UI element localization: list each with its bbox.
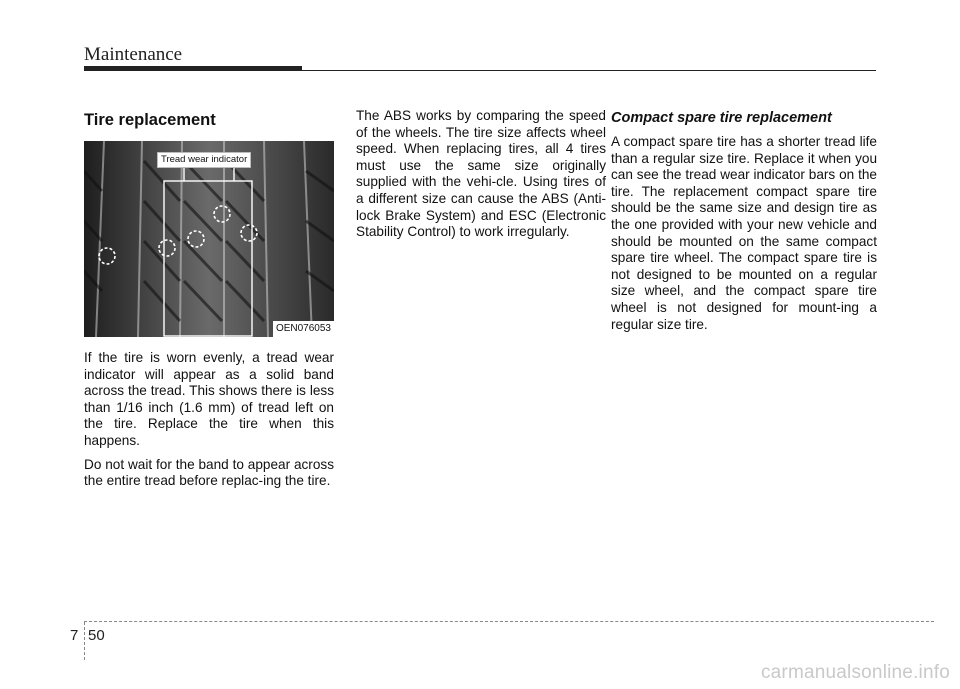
tire-tread-photo-icon: [84, 141, 334, 337]
tire-replacement-heading: Tire replacement: [84, 111, 216, 129]
footer-rule: [84, 621, 934, 622]
paragraph: A compact spare tire has a shorter tread life than a regular size tire. Replace it when you can see the tread wear indicator bars on the tire. The replacement compact spare tire should be the same size and design tire as the one provided with your new vehicle and should be mounted on the same compact spare tire wheel. The compact spare tire is not designed to be mounted on a regular size wheel, and the compact spare tire wheel is not designed for mount-ing a regular size tire.: [611, 134, 877, 332]
page-number: 50: [88, 627, 105, 644]
column-1: [84, 110, 334, 497]
column-3: [611, 108, 877, 340]
paragraph: The ABS works by comparing the speed of the wheels. The tire size affects wheel speed. When replacing tires, all 4 tires must use the same size originally supplied with the vehi-cle. Using tires of a different size can cause the ABS (Anti-lock Brake System) and ESC (Electronic Stability Control) to work irregularly.: [356, 108, 606, 240]
footer-separator: [84, 622, 85, 660]
paragraph: Do not wait for the band to appear across the entire tread before replac-ing the tire.: [84, 456, 334, 489]
paragraph: If the tire is worn evenly, a tread wear indicator will appear as a solid band across the tread. This shows there is less than 1/16 inch (1.6 mm) of tread left on the tire. Replace the tire when this happens.: [84, 350, 334, 448]
section-title: Maintenance: [84, 44, 183, 65]
figure-code: OEN076053: [273, 321, 334, 337]
watermark: carmanualsonline.info: [760, 662, 950, 683]
header-rule-thin: [302, 70, 876, 71]
tread-wear-indicator-label: Tread wear indicator: [157, 152, 251, 168]
tire-tread-figure: [84, 141, 334, 337]
compact-spare-heading: Compact spare tire replacement: [611, 110, 832, 126]
header-rule-thick: [84, 66, 302, 71]
chapter-number: 7: [70, 627, 79, 644]
column-2: [356, 108, 606, 248]
